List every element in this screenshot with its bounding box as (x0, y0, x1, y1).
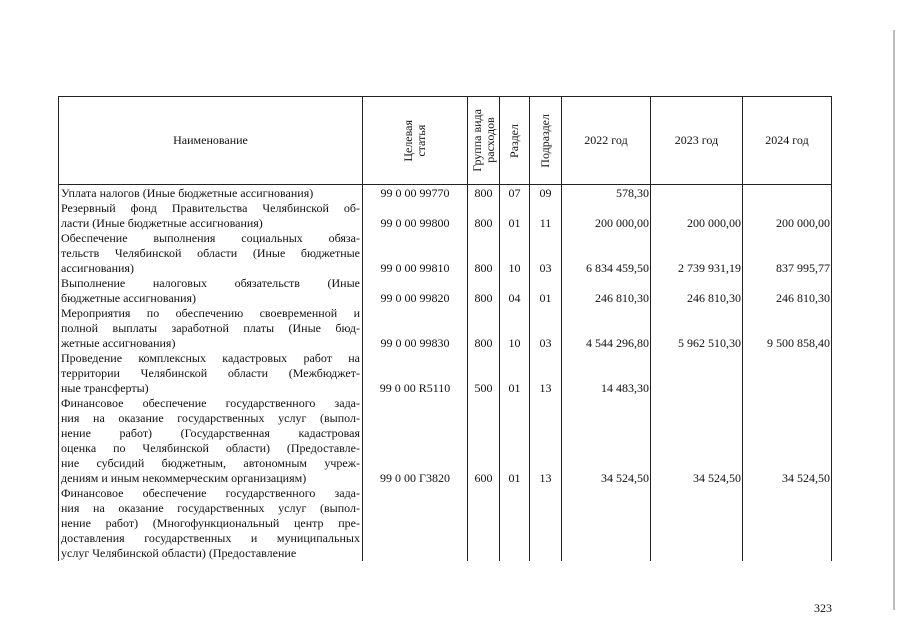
row-name-line: Обеспечение выполнения социальных обяза- (61, 231, 360, 245)
row-target-article: 99 0 00 99770 (363, 185, 468, 202)
row-target-article: 99 0 00 Г3820 (363, 396, 468, 486)
row-name-line: оценка по Челябинской области) (Предоставле- (61, 441, 360, 455)
row-name-line: Резервный фонд Правительства Челябинской об- (61, 201, 360, 215)
row-amount-2022: 34 524,50 (562, 396, 651, 486)
row-name-line: бюджетные ассигнования) (61, 291, 197, 305)
row-expense-group: 800 (468, 276, 500, 306)
header-target-article-label: Целевая статья (401, 119, 428, 162)
row-amount-2022: 6 834 459,50 (562, 231, 651, 276)
row-section: 01 (500, 396, 530, 486)
row-name-cell (59, 201, 363, 231)
row-amount-2023 (651, 351, 743, 396)
row-expense-group: 800 (468, 185, 500, 202)
table-body (59, 185, 832, 562)
row-section: 07 (500, 185, 530, 202)
row-name-line: Уплата налогов (Иные бюджетные ассигнования) (61, 186, 314, 200)
row-name-cell (59, 351, 363, 396)
row-amount-2024 (743, 351, 832, 396)
row-name-cell (59, 276, 363, 306)
table-row (59, 231, 832, 276)
row-name-line: ные трансферты) (61, 381, 149, 395)
table-row (59, 201, 832, 231)
row-section: 10 (500, 231, 530, 276)
row-amount-2024: 200 000,00 (743, 201, 832, 231)
header-expense-group (468, 97, 500, 185)
header-name (59, 97, 363, 185)
page-number: 323 (814, 601, 832, 615)
table-row (59, 486, 832, 561)
row-name-line: дениям и иным некоммерческим организациям) (61, 471, 307, 485)
row-subsection: 11 (530, 201, 562, 231)
row-name-cell (59, 231, 363, 276)
row-name-line: Выполнение налоговых обязательств (Иные (61, 276, 360, 290)
row-amount-2022: 200 000,00 (562, 201, 651, 231)
row-amount-2023: 2 739 931,19 (651, 231, 743, 276)
row-amount-2022: 246 810,30 (562, 276, 651, 306)
row-amount-2023 (651, 185, 743, 202)
header-section (500, 97, 530, 185)
row-amount-2024: 837 995,77 (743, 231, 832, 276)
row-amount-2022: 4 544 296,80 (562, 306, 651, 351)
row-name-line: ния на оказание государственных услуг (выпол- (61, 411, 360, 425)
header-2023 (651, 97, 743, 185)
row-amount-2023: 34 524,50 (651, 396, 743, 486)
row-name-line: ние субсидий бюджетным, автономным учреж- (61, 456, 360, 470)
header-target-article (363, 97, 468, 185)
row-target-article: 99 0 00 R5110 (363, 351, 468, 396)
header-expense-group-label: Группа вида расходов (469, 109, 497, 172)
row-name-line: услуг Челябинской области) (Предоставление (61, 546, 297, 560)
row-amount-2022: 14 483,30 (562, 351, 651, 396)
header-2023-label: 2023 год (674, 133, 719, 147)
row-name-line: Мероприятия по обеспечению своевременной и (61, 306, 360, 320)
row-amount-2023: 5 962 510,30 (651, 306, 743, 351)
row-name-line: нение работ) (Многофункциональный центр пре- (61, 516, 360, 530)
row-name-cell (59, 185, 363, 202)
row-subsection: 03 (530, 231, 562, 276)
header-2024-label: 2024 год (765, 133, 809, 147)
scan-edge-shadow (893, 30, 895, 610)
row-target-article: 99 0 00 99820 (363, 276, 468, 306)
row-section: 01 (500, 201, 530, 231)
row-subsection: 09 (530, 185, 562, 202)
row-target-article: 99 0 00 99800 (363, 201, 468, 231)
row-amount-2024: 9 500 858,40 (743, 306, 832, 351)
row-section (500, 486, 530, 561)
header-subsection-label: Подраздел (538, 113, 552, 168)
row-target-article (363, 486, 468, 561)
row-name-line: жетные ассигнования) (61, 336, 176, 350)
header-name-label: Наименование (173, 133, 248, 147)
row-expense-group: 800 (468, 306, 500, 351)
row-amount-2024 (743, 185, 832, 202)
row-amount-2024: 34 524,50 (743, 396, 832, 486)
budget-table (58, 96, 832, 561)
row-name-cell (59, 486, 363, 561)
row-name-line: ласти (Иные бюджетные ассигнования) (61, 216, 263, 230)
header-2022 (562, 97, 651, 185)
row-name-line: Финансовое обеспечение государственного зада- (61, 396, 360, 410)
row-name-line: доставления государственных и муниципальных (61, 531, 360, 545)
row-subsection (530, 486, 562, 561)
row-name-line: Проведение комплексных кадастровых работ на (61, 351, 360, 365)
row-amount-2023: 200 000,00 (651, 201, 743, 231)
row-amount-2024: 246 810,30 (743, 276, 832, 306)
row-amount-2022: 578,30 (562, 185, 651, 202)
row-name-line: нение работ) (Государственная кадастровая (61, 426, 360, 440)
header-subsection (530, 97, 562, 185)
row-amount-2023 (651, 486, 743, 561)
row-name-line: Финансовое обеспечение государственного зада- (61, 486, 360, 500)
table-row (59, 396, 832, 486)
row-name-line: ния на оказание государственных услуг (выпол- (61, 501, 360, 515)
row-amount-2024 (743, 486, 832, 561)
row-name-line: ассигнования) (61, 261, 134, 275)
row-expense-group: 800 (468, 201, 500, 231)
row-amount-2023: 246 810,30 (651, 276, 743, 306)
row-amount-2022 (562, 486, 651, 561)
row-section: 04 (500, 276, 530, 306)
row-name-cell (59, 306, 363, 351)
row-expense-group: 600 (468, 396, 500, 486)
table-row (59, 306, 832, 351)
row-expense-group: 500 (468, 351, 500, 396)
row-expense-group: 800 (468, 231, 500, 276)
row-name-line: территории Челябинской области (Межбюджет- (61, 366, 360, 380)
row-subsection: 03 (530, 306, 562, 351)
row-name-line: тельств Челябинской области (Иные бюджетные (61, 246, 360, 260)
row-subsection: 01 (530, 276, 562, 306)
row-target-article: 99 0 00 99810 (363, 231, 468, 276)
table-row (59, 185, 832, 202)
row-expense-group (468, 486, 500, 561)
row-subsection: 13 (530, 351, 562, 396)
row-section: 01 (500, 351, 530, 396)
row-section: 10 (500, 306, 530, 351)
header-2022-label: 2022 год (584, 133, 628, 147)
row-subsection: 13 (530, 396, 562, 486)
row-name-cell (59, 396, 363, 486)
header-section-label: Раздел (507, 123, 521, 158)
row-target-article: 99 0 00 99830 (363, 306, 468, 351)
row-name-line: полной выплаты заработной платы (Иные бюд- (61, 321, 360, 335)
table-row (59, 351, 832, 396)
table-row (59, 276, 832, 306)
table-header-row (59, 97, 832, 185)
header-2024 (743, 97, 832, 185)
